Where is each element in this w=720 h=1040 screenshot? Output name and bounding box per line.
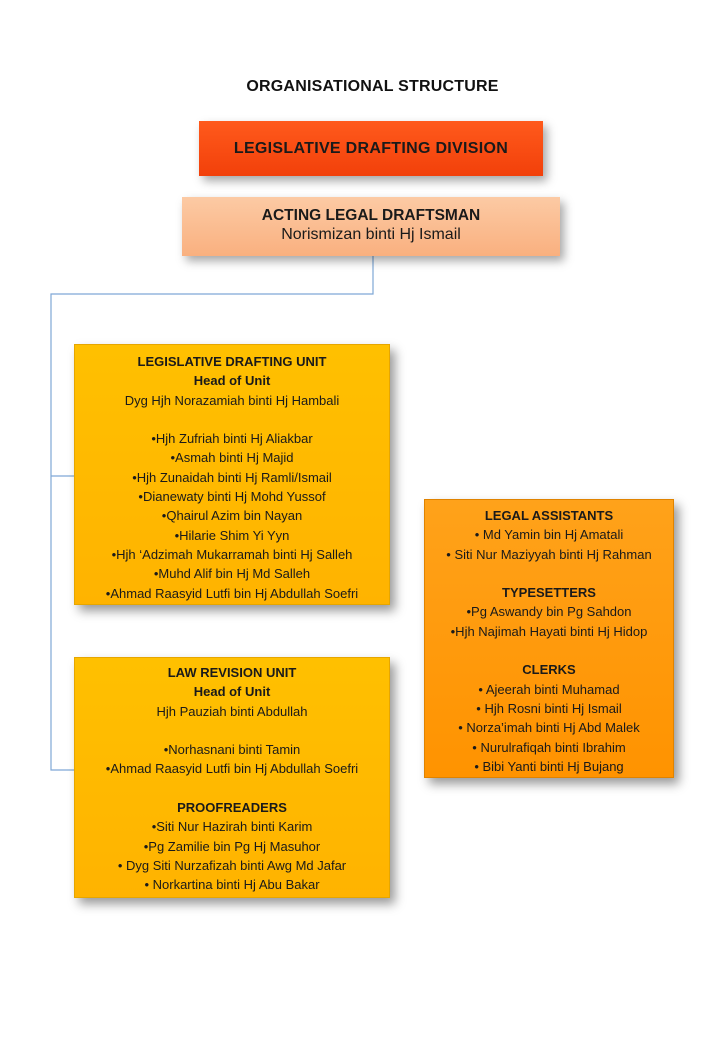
clerk-item: • Norza’imah binti Hj Abd Malek — [458, 720, 640, 736]
head-of-unit-label: Head of Unit — [193, 684, 271, 700]
division-label: LEGISLATIVE DRAFTING DIVISION — [233, 139, 509, 157]
proofreader-item: • Norkartina binti Hj Abu Bakar — [144, 877, 320, 893]
proofreader-item: •Pg Zamilie bin Pg Hj Masuhor — [143, 838, 321, 854]
proofreaders-heading: PROOFREADERS — [177, 800, 287, 816]
member-item: •Ahmad Raasyid Lutfi bin Hj Abdullah Soefri — [105, 585, 359, 601]
member-item: •Ahmad Raasyid Lutfi bin Hj Abdullah Soefri — [105, 761, 359, 777]
legal-assistants-heading: LEGAL ASSISTANTS — [484, 508, 614, 523]
member-item: •Norhasnani binti Tamin — [163, 742, 301, 758]
draftsman-role: ACTING LEGAL DRAFTSMAN — [261, 207, 481, 224]
draftsman-name: Norismizan binti Hj Ismail — [281, 226, 461, 243]
member-item: •Dianewaty binti Hj Mohd Yussof — [138, 489, 326, 505]
clerk-item: • Hjh Rosni binti Hj Ismail — [476, 700, 622, 716]
head-of-unit-label: Head of Unit — [193, 373, 271, 389]
head-of-unit-name: Dyg Hjh Norazamiah binti Hj Hambali — [124, 392, 340, 408]
legislative-drafting-unit-box — [74, 344, 390, 605]
typesetter-item: •Pg Aswandy bin Pg Sahdon — [466, 604, 632, 620]
member-item: •Asmah binti Hj Majid — [170, 450, 294, 466]
member-item: •Qhairul Azim bin Nayan — [161, 508, 303, 524]
unit-title: LAW REVISION UNIT — [167, 665, 297, 680]
typesetter-item: •Hjh Najimah Hayati binti Hj Hidop — [450, 623, 648, 639]
law-revision-unit-box — [74, 657, 390, 898]
division-box — [199, 121, 543, 176]
clerk-item: • Bibi Yanti binti Hj Bujang — [474, 758, 624, 774]
member-item: •Muhd Alif bin Hj Md Salleh — [153, 566, 311, 582]
member-item: •Hilarie Shim Yi Yyn — [174, 527, 290, 543]
member-item: •Hjh Zunaidah binti Hj Ramli/Ismail — [132, 469, 332, 485]
clerks-heading: CLERKS — [522, 662, 576, 678]
unit-title: LEGISLATIVE DRAFTING UNIT — [137, 354, 327, 369]
member-item: •Hjh Zufriah binti Hj Aliakbar — [151, 431, 313, 447]
legal-assistant-item: • Md Yamin bin Hj Amatali — [474, 527, 624, 543]
typesetters-heading: TYPESETTERS — [502, 585, 596, 601]
draftsman-box — [182, 197, 560, 256]
clerk-item: • Nurulrafiqah binti Ibrahim — [472, 739, 626, 755]
clerk-item: • Ajeerah binti Muhamad — [478, 681, 620, 697]
support-staff-box — [424, 499, 674, 778]
page-title: ORGANISATIONAL STRUCTURE — [246, 78, 499, 95]
member-item: •Hjh ‘Adzimah Mukarramah binti Hj Salleh — [111, 546, 353, 562]
proofreader-item: •Siti Nur Hazirah binti Karim — [151, 819, 313, 835]
head-of-unit-name: Hjh Pauziah binti Abdullah — [156, 703, 308, 719]
proofreader-item: • Dyg Siti Nurzafizah binti Awg Md Jafar — [117, 857, 347, 873]
legal-assistant-item: • Siti Nur Maziyyah binti Hj Rahman — [446, 546, 652, 562]
